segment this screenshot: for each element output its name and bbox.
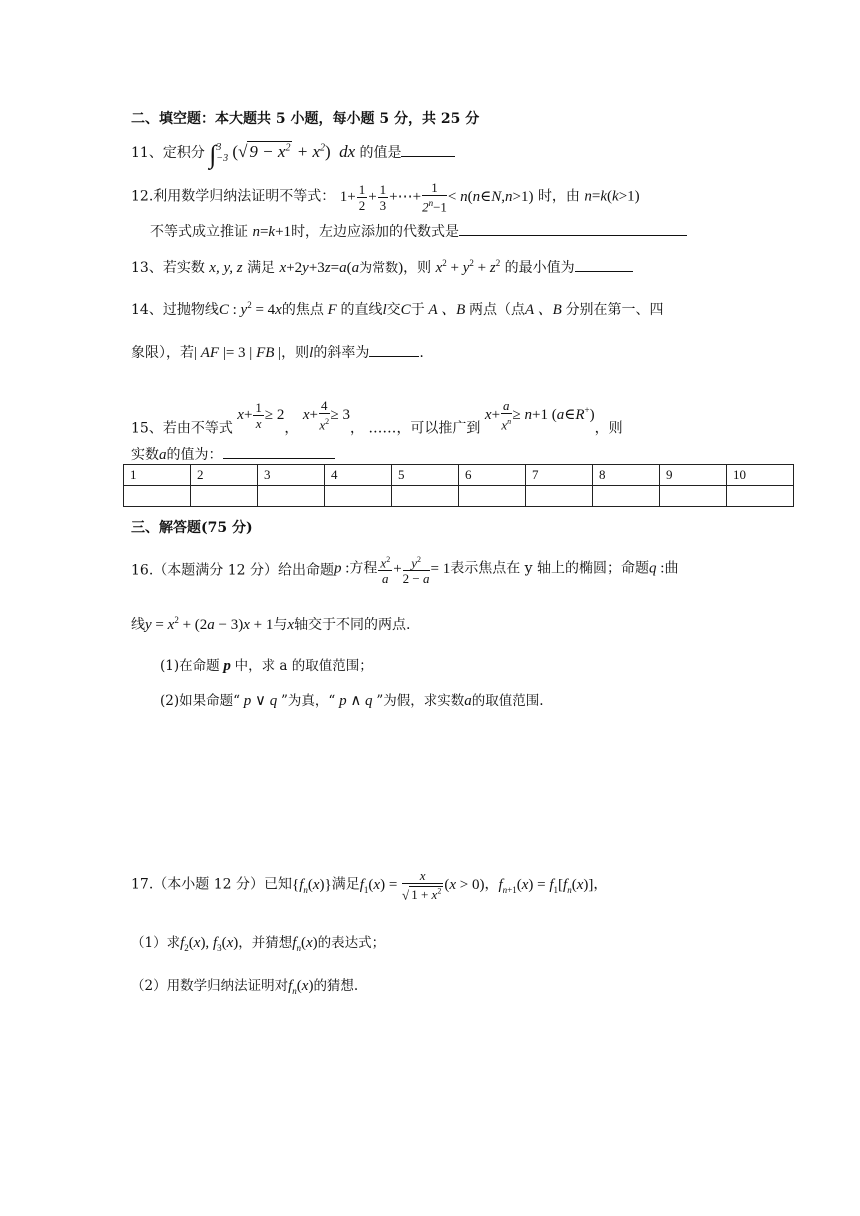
q14-two: 两点（点 [469,302,525,318]
q17-fn: $f_n(x)$ [292,935,318,953]
q16-line2a: 线 [131,617,145,633]
answer-table-header: 1 [124,465,191,486]
answer-cell[interactable] [124,486,191,507]
question-17 [131,868,607,902]
q17-p2b: 的猜想. [313,978,359,994]
question-16-line2 [131,614,411,634]
answer-table-header: 6 [459,465,526,486]
q16-desc: 表示焦点在 y 轴上的椭圆；命题 [450,560,650,577]
q11-answer-blank [401,156,455,157]
question-11 [131,140,455,170]
q13-vars: x, y, z [209,260,243,276]
q15-a: a [159,447,167,463]
q11-integral: ∫ 3 −3 (√ $9 - x^2 + x^2$) dx [209,140,356,169]
q16-p2a: (2)如果命题“ [160,693,241,709]
q13-sum: $x^2 + y^2 + z^2$ [435,258,501,276]
q17-comma: ， [484,876,499,893]
q12-mid: 时，由 [537,188,580,205]
question-14-line2 [131,342,424,362]
q14-sep: 分别在第一、四 [565,302,664,318]
answer-table-header: 10 [727,465,794,486]
answer-table-header: 2 [191,465,258,486]
q14-parabola: C : $y^2 = 4x$ [218,300,282,318]
q15-comma1: ， [284,420,299,437]
answer-cell[interactable] [593,486,660,507]
q17-part1 [131,931,385,953]
q12-line2a: 不等式成立推证 [150,224,248,240]
question-14 [131,298,664,319]
q16-curve: 曲 [664,560,679,577]
question-13 [131,257,633,277]
answer-cell[interactable] [258,486,325,507]
q16-p2b: ”为真， [281,693,329,709]
q14-c: C [400,302,411,318]
q17-comma2: ， [593,876,608,893]
q12-line2b: 时，左边应添加的代数式是 [291,224,460,240]
q14-ab: A 、B [424,302,469,318]
answer-table-header-row [124,465,794,486]
q14-at: 于 [410,302,425,318]
q16-q: q : [649,560,665,577]
q15-comma2: ， …… [349,420,397,437]
q16-p-bold: p [219,658,235,674]
q16-p: p : [333,560,350,577]
q16-x: x [287,617,295,633]
answer-cell[interactable] [325,486,392,507]
q14-l: l [382,302,387,318]
q11-label: 11、定积分 [131,145,205,161]
q12-answer-blank [459,235,687,236]
q14-focus: 的焦点 [281,302,324,318]
q16-line2b: 与 [273,617,288,633]
q15-then: ，则 [594,420,623,437]
q16-label: 16.（本题满分 12 分）给出命题 [131,562,334,579]
question-16 [131,552,678,586]
question-12 [131,180,640,214]
answer-table-answer-row [124,486,794,507]
q16-ellipse: $\frac{x^2}{a}$ + $\frac{y^2}{2 - a}$ = 1 [377,561,450,577]
section2-title: 二、填空题：本大题共 5 小题，每小题 5 分，共 25 分 [131,111,480,127]
q16-p1b: 中，求 a 的取值范围； [234,658,373,674]
q17-fn2: $f_n(x)$ [288,978,314,996]
q12-nk1: n=k+1 [252,224,292,240]
q15-label: 15、若由不等式 [131,420,233,437]
q14-f: F [323,302,341,318]
q17-p2a: （2）用数学归纳法证明对 [131,978,289,994]
answer-table-header: 4 [325,465,392,486]
q17-f1: $f_1(x)$ = $\frac{x}{√ 1 + x^2}$ (x > 0) [359,868,485,903]
q14-label: 14、过抛物线 [131,302,219,318]
q14-l2: l [309,345,314,361]
answer-cell[interactable] [660,486,727,507]
q17-seq: $\{f_n(x)\}$ [291,876,332,895]
q17-part2 [131,974,358,996]
answer-cell[interactable] [459,486,526,507]
q16-part2 [160,689,544,710]
q17-p1c: 的表达式； [317,935,386,951]
q17-sat: 满足 [331,876,360,893]
q17-label: 17.（本小题 12 分）已知 [131,876,292,893]
q16-a: a [464,693,472,709]
q14-line: 的直线 [340,302,383,318]
q14-cross: 交 [386,302,401,318]
q17-f2f3: $f_2(x)$, $f_3(x)$ [180,935,239,953]
q16-p1a: (1)在命题 [160,658,220,674]
q11-tail: 的值是 [359,145,402,161]
q14-ratio: | AF |= 3 | FB | [194,345,282,361]
answer-table-header: 5 [392,465,459,486]
answer-table [123,464,794,507]
q15-general: x+ $\frac{a}{x^n}$ ≥ n+1 (a∈R+) [484,398,595,433]
q14-ab2: A 、B [525,302,566,318]
q14-period: . [419,345,424,361]
q17-recursion: $f_{n+1}(x) = f_1[f_n(x)]$ [498,876,594,895]
answer-table-header: 7 [526,465,593,486]
answer-table-header: 8 [593,465,660,486]
answer-cell[interactable] [191,486,258,507]
answer-cell[interactable] [392,486,459,507]
answer-cell[interactable] [727,486,794,507]
q15-line2: 实数 [131,447,159,463]
q16-curve-eq: $y = x^2 + (2a - 3)x + 1$ [145,615,274,633]
q16-eq-label: 方程 [349,560,378,577]
q14-line2c: 的斜率为 [313,345,370,361]
q16-p2d: ”为假，求实数 [376,693,465,709]
q12-label: 12.利用数学归纳法证明不等式： [131,188,336,205]
q15-ineq1: x+ $\frac{1}{x}$ ≥ 2 [237,399,285,431]
question-15 [131,398,623,438]
q15-answer-blank [223,458,335,459]
q16-pand: p ∧ q [335,693,377,709]
q13-label: 13、若实数 [131,260,205,276]
q14-answer-blank [369,356,419,357]
answer-cell[interactable] [526,486,593,507]
question-12-line2 [150,221,687,241]
answer-table-header: 3 [258,465,325,486]
q17-p1a: （1）求 [131,935,181,951]
q16-p2e: 的取值范围. [471,693,544,709]
q15-line2b: 的值为： [166,447,223,463]
q13-t3: 的最小值为 [504,260,575,276]
answer-table-header: 9 [660,465,727,486]
question-15-line2 [131,444,335,464]
section3-title: 三、解答题(75 分) [131,520,253,536]
q15-ext: ，可以推广到 [396,420,481,437]
q14-line2a: 象限），若 [131,345,194,361]
q14-line2b: ，则 [281,345,310,361]
q13-answer-blank [575,271,633,272]
q12-condition: n=k(k>1) [584,188,640,205]
q16-part1 [160,654,373,675]
q13-t1: 满足 [247,260,276,276]
q16-line2c: 轴交于不同的两点. [294,617,411,633]
q12-inequality: 1+ $\frac{1}{2}$ + $\frac{1}{3}$ +⋯+ $\frac{1}{2^n-1}$ < n(n∈N,n>1) [339,180,534,215]
q16-por: p ∨ q [240,693,282,709]
q13-eq: x+2y+3z=a(a为常数) [279,260,404,276]
q17-p1b: ，并猜想 [238,935,293,951]
q13-t2: ，则 [403,260,432,276]
q16-p2c: “ [328,693,336,709]
q15-ineq2: x+ $\frac{4}{x^2}$ ≥ 3 [302,398,350,433]
